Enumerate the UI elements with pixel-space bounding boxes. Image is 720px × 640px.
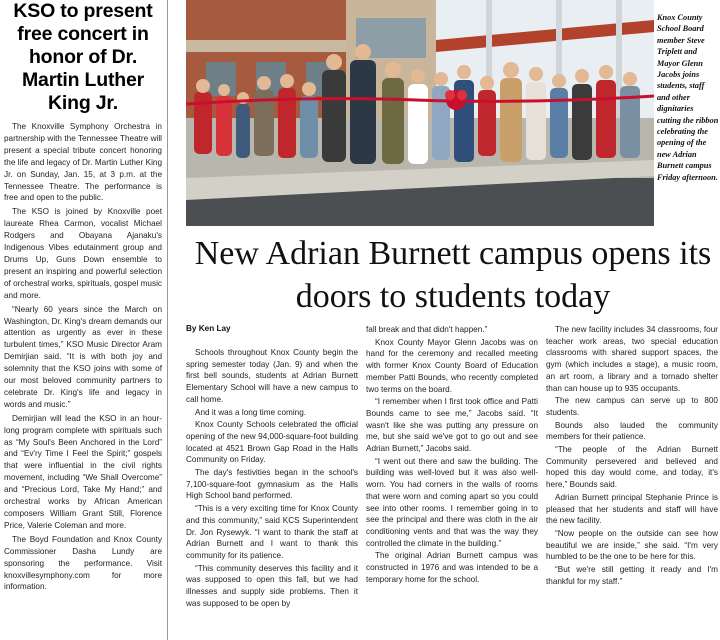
article-paragraph: The new campus can serve up to 800 students. — [546, 396, 718, 417]
article-paragraph: “But we're still getting it ready and I'm thankful for my staff.” — [546, 565, 718, 586]
article-paragraph: “I remember when I first took office and Patti Bounds came to see me,” Jacobs said. “It wasn't like she was putting any pressure on me, but she said we've got to go out and see Adrian Burnett,” Jacobs said. — [366, 397, 538, 454]
article-paragraph: “This community deserves this facility and it was supposed to open this fall, but we had illnesses and supply side problems. Then it was supposed to be open by — [186, 563, 358, 608]
article-paragraph: “This is a very exciting time for Knox County and this community,” said KCS Superintendent Dr. Jon Rysewyk. “I want to thank the staff at Adrian Burnett and I want to thank this community for its patience. — [186, 504, 358, 560]
article-paragraph: The day's festivities began in the school's 7,100-square-foot gymnasium as the Halls High School band performed. — [186, 468, 358, 501]
photo-illustration — [186, 0, 654, 226]
article-paragraph: The original Adrian Burnett campus was constructed in 1976 and was intended to be a temporary home for the school. — [366, 551, 538, 584]
column-divider — [167, 0, 168, 640]
article-column-2 — [366, 324, 538, 640]
sidebar-headline: KSO to present free concert in honor of Dr. Martin Luther King Jr. — [13, 0, 153, 114]
article-paragraph: Bounds also lauded the community members for their patience. — [546, 420, 718, 442]
article-paragraph: The new facility includes 34 classrooms, four teacher work areas, two special education classrooms with shared support spaces, the gym (which includes a stage), a music room, an art room, a library and a tornado shelter than can house up to 935 occupants. — [546, 325, 718, 393]
article-paragraph: “Now people on the outside can see how beautiful we are inside,” she said. “I'm very humbled to be the one to be here for this. — [546, 528, 718, 562]
photo-caption: Knox County School Board member Steve Triplett and Mayor Glenn Jacobs joins students, staff and other dignitaries cutting the ribbon celebrating the opening of the new Adrian Burnett campus Friday afternoon. — [657, 13, 719, 182]
ribbon-cutting-photo — [186, 0, 654, 226]
sidebar-paragraph: The Knoxville Symphony Orchestra in partnership with the Tennessee Theatre will present a special tribute concert honoring the life and legacy of Dr. Martin Luther King Jr. on Sunday, Jan. 15, at 3 p.m. at the Tennessee Theatre. The performance is free and open to the public. — [4, 122, 162, 203]
sidebar-paragraph: Demirjian will lead the KSO in an hour-long program complete with spirituals such as “My Soul's Been Anchored in the Lord” and “Ev'ry Time I Feel the Spirit;” gospels that were influential in the civil rights movement, including “We Shall Overcome” and “Precious Lord, Take My Hand;” and orchestral works by African American composers William Grant Still, Florence Price, Valerie Coleman and more. — [4, 413, 162, 530]
article-paragraph: Schools throughout Knox County begin the spring semester today (Jan. 9) and when the first bell sounds, students at Adrian Burnett Elementary School will have a new campus to call home. — [186, 348, 358, 404]
article-column-1 — [186, 324, 358, 640]
sidebar-paragraph: The Boyd Foundation and Knox County Commissioner Dasha Lundy are sponsoring the performance. Visit knoxvillesymphony.com for more information. — [4, 534, 162, 592]
article-paragraph: Adrian Burnett principal Stephanie Prince is pleased that her students and staff will have the new facility. — [546, 492, 718, 526]
article-paragraph: And it was a long time coming. — [195, 407, 307, 417]
sidebar-paragraph: “Nearly 60 years since the March on Washington, Dr. King's dream demands our attention as urgently as ever in these turbulent times,” KSO Music Director Aram Demirjian said. “It is with both joy and solemnity that the KSO joins with some of our most beloved community partners to celebrate Dr. King's life and legacy in words and music.” — [4, 304, 162, 409]
sidebar-body — [4, 121, 162, 593]
article-paragraph: Knox County Mayor Glenn Jacobs was on hand for the ceremony and recalled meeting with former Knox County Board of Education member Patti Bounds, who recently completed two terms on the board. — [366, 337, 538, 394]
main-article — [186, 324, 720, 640]
byline: By Ken Lay — [186, 324, 231, 333]
article-paragraph: fall break and that didn't happen.” — [366, 325, 488, 334]
article-paragraph: Knox County Schools celebrated the official opening of the new 94,000-square-foot building located at 4521 Brown Gap Road in the Halls Community on Friday. — [186, 420, 358, 465]
article-paragraph: “The people of the Adrian Burnett Community persevered and believed and hoped this day would come, and today, it's here,” Bounds said. — [546, 445, 718, 490]
sidebar-story — [4, 0, 162, 640]
article-paragraph: “I went out there and saw the building. The building was well-loved but it was also well-worn. You had corners in the walls of rooms that were worn and coming apart so you could see into other rooms. I remember going in to see the principal and there was cloth in the air conditioning vents and that was the way they controlled the climate in the building.” — [366, 456, 538, 548]
article-column-3 — [546, 324, 718, 640]
sidebar-paragraph: The KSO is joined by Knoxville poet laureate Rhea Carmon, vocalist Michael Rodgers and Obayana Ajanaku's Indigenous Vibes edutainment group and Drums Up, Guns Down ensemble to present an inspiring and powerful selection of orchestral works, spirituals, gospel music and more. — [4, 207, 162, 300]
main-headline: New Adrian Burnett campus opens its doors to students today — [194, 235, 712, 315]
